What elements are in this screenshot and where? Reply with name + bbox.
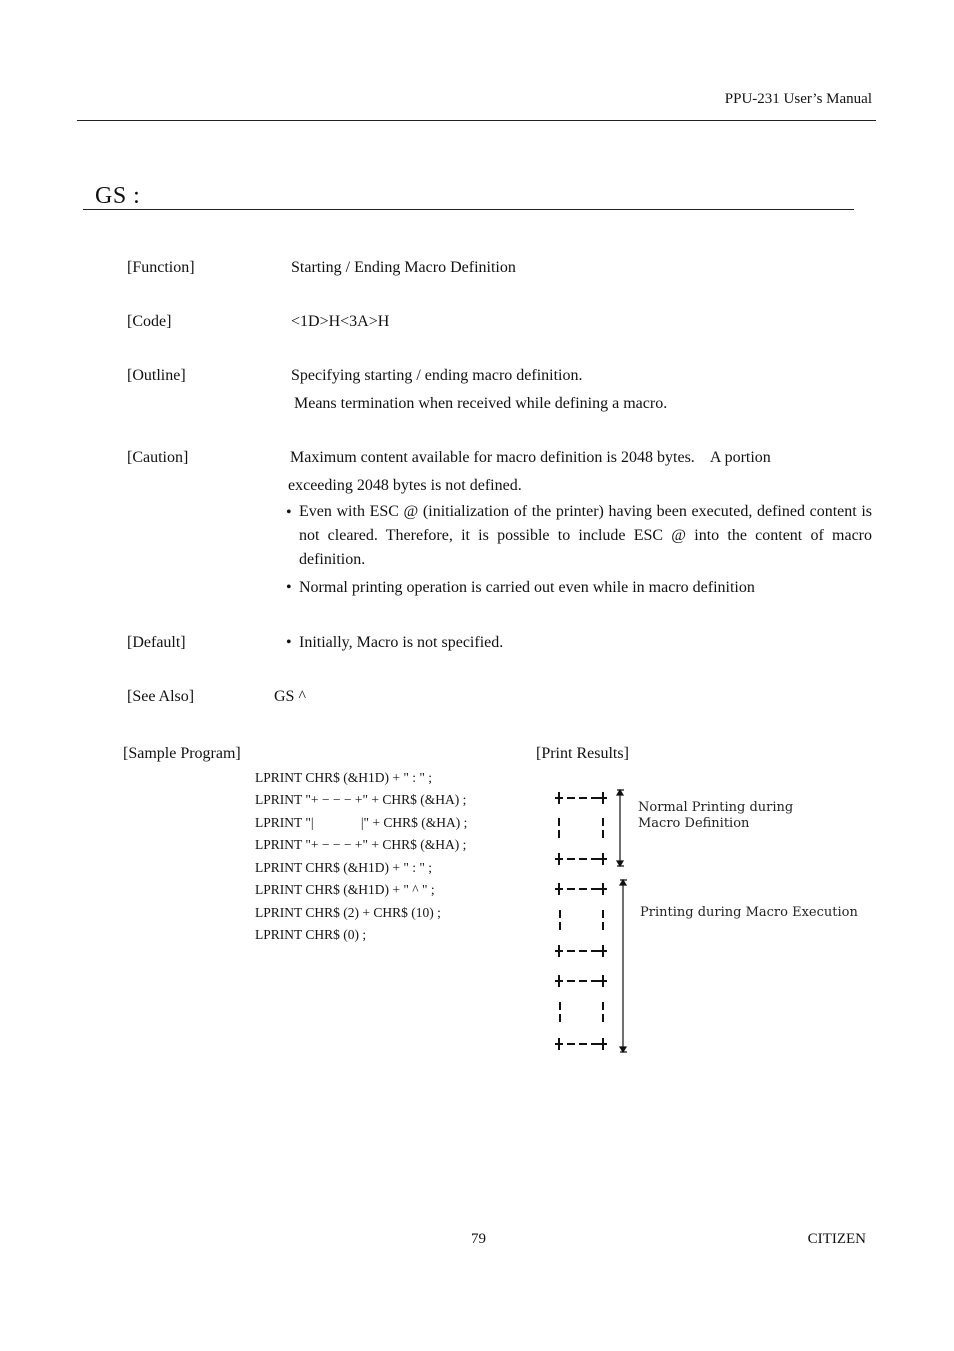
default-label: [Default]	[127, 634, 186, 651]
see-also-value: GS ^	[274, 688, 306, 705]
function-value: Starting / Ending Macro Definition	[291, 259, 516, 276]
caution-line-2: exceeding 2048 bytes is not defined.	[288, 477, 522, 494]
bullet-icon: •	[286, 634, 292, 651]
code-line: LPRINT CHR$ (&H1D) + " ^ " ;	[255, 882, 435, 897]
manual-title: PPU-231 User’s Manual	[724, 91, 872, 107]
bullet-icon: •	[286, 504, 292, 521]
caution-bullet-2: Normal printing operation is carried out even while in macro definition	[299, 579, 755, 596]
normal-printing-note-line-2: Macro Definition	[638, 816, 750, 831]
code-line: LPRINT "| |" + CHR$ (&HA) ;	[255, 815, 468, 830]
printed-box-macro-2	[555, 975, 607, 1050]
header-rule	[77, 120, 876, 121]
print-results-diagram	[545, 780, 635, 1065]
caution-line-1: Maximum content available for macro definition is 2048 bytes. A portion	[290, 449, 771, 466]
printed-box-macro-1	[555, 883, 607, 957]
bracket-arrows	[617, 790, 627, 1052]
title-rule	[83, 209, 854, 210]
brand-name: CITIZEN	[807, 1231, 866, 1247]
outline-line-2: Means termination when received while defining a macro.	[294, 395, 668, 412]
macro-execution-note: Printing during Macro Execution	[640, 905, 858, 920]
sample-program-label: [Sample Program]	[123, 745, 241, 762]
section-title: GS :	[95, 183, 141, 209]
outline-line-1: Specifying starting / ending macro definition.	[291, 367, 583, 384]
code-label: [Code]	[127, 313, 172, 330]
print-results-label: [Print Results]	[536, 745, 629, 762]
outline-label: [Outline]	[127, 367, 186, 384]
code-line: LPRINT CHR$ (&H1D) + " : " ;	[255, 860, 433, 875]
code-line: LPRINT CHR$ (&H1D) + " : " ;	[255, 770, 433, 785]
normal-printing-note-line-1: Normal Printing during	[638, 800, 794, 815]
code-line: LPRINT "+ − − − +" + CHR$ (&HA) ;	[255, 837, 467, 852]
bullet-icon: •	[286, 579, 292, 596]
code-line: LPRINT CHR$ (0) ;	[255, 927, 367, 942]
code-line: LPRINT "+ − − − +" + CHR$ (&HA) ;	[255, 792, 467, 807]
printed-box-normal	[555, 792, 607, 865]
page-number: 79	[471, 1231, 486, 1247]
caution-label: [Caution]	[127, 449, 189, 466]
default-value: Initially, Macro is not specified.	[299, 634, 504, 651]
printed-boxes	[555, 792, 607, 1050]
caution-bullet-1: Even with ESC @ (initialization of the printer) having been executed, defined content is not cleared. Therefore, it is possible to include ESC @ into the content of macro definition.	[299, 503, 872, 568]
function-label: [Function]	[127, 259, 195, 276]
code-value: <1D>H<3A>H	[291, 313, 390, 330]
code-line: LPRINT CHR$ (2) + CHR$ (10) ;	[255, 905, 441, 920]
see-also-label: [See Also]	[127, 688, 195, 705]
